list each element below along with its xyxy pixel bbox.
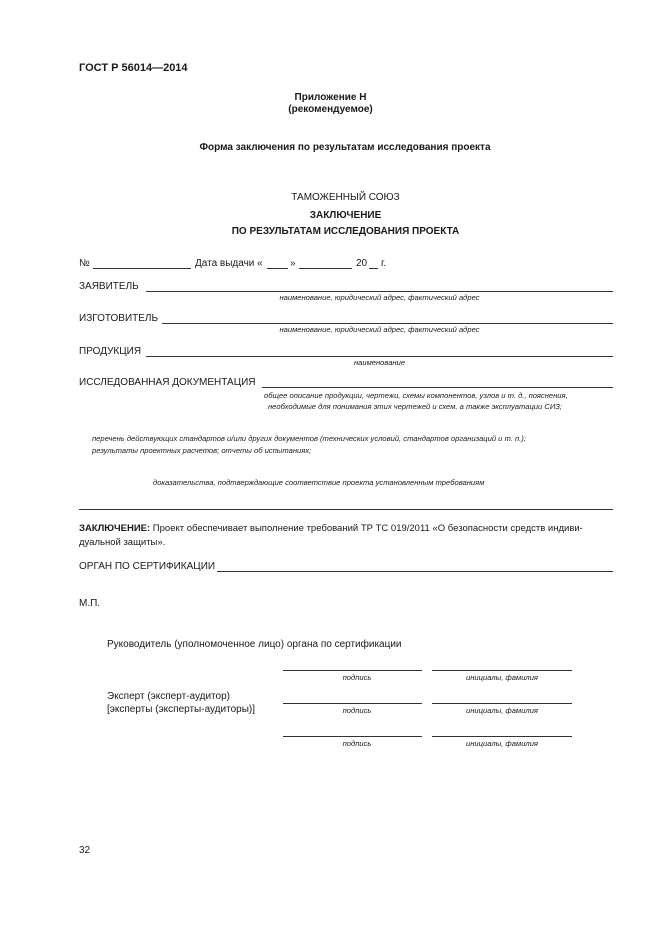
name-blank-3[interactable] (432, 736, 572, 737)
documentation-caption-1: общее описание продукции, чертежи, схемы компонентов, узлов и т. д., пояснения, (264, 391, 568, 400)
name-caption-3: инициалы, фамилия (466, 739, 538, 748)
name-caption-2: инициалы, фамилия (466, 706, 538, 715)
signature-blank-1[interactable] (283, 670, 422, 671)
signature-caption-3: подпись (342, 739, 372, 748)
applicant-blank[interactable] (146, 291, 613, 292)
year-blank[interactable] (369, 268, 378, 269)
certification-body-blank[interactable] (217, 571, 613, 572)
year-prefix: 20 (356, 258, 368, 269)
year-suffix: г. (381, 258, 387, 269)
form-title: Форма заключения по результатам исследования проекта (199, 142, 491, 153)
conclusion-heading-line2: ПО РЕЗУЛЬТАТАМ ИССЛЕДОВАНИЯ ПРОЕКТА (231, 226, 460, 237)
documentation-caption-4: результаты проектных расчетов; отчеты об испытаниях; (92, 446, 312, 455)
number-sign: № (79, 258, 90, 269)
manufacturer-label: ИЗГОТОВИТЕЛЬ (79, 313, 159, 324)
signature-caption-1: подпись (342, 673, 372, 682)
appendix-subtitle: (рекомендуемое) (288, 104, 373, 115)
applicant-label: ЗАЯВИТЕЛЬ (79, 281, 139, 292)
name-caption-1: инициалы, фамилия (466, 673, 538, 682)
conclusion-text-line2: дуальной защиты». (79, 537, 166, 548)
documentation-caption-2: необходимые для понимания этих чертежей и схем, а также эксплуатации СИЗ; (268, 402, 563, 411)
product-caption: наименование (353, 358, 406, 367)
conclusion-text-line1 (79, 523, 583, 534)
documentation-continuation-blank[interactable] (79, 509, 613, 510)
documentation-blank[interactable] (262, 387, 613, 388)
signature-blank-3[interactable] (283, 736, 422, 737)
expert-label-line1: Эксперт (эксперт-аудитор) (107, 691, 230, 702)
conclusion-heading-line1: ЗАКЛЮЧЕНИЕ (309, 210, 382, 221)
documentation-caption-5: доказательства, подтверждающие соответствие проекта установленным требованиям (153, 478, 485, 487)
appendix-title: Приложение Н (294, 92, 367, 103)
applicant-caption: наименование, юридический адрес, фактический адрес (279, 293, 480, 302)
name-blank-1[interactable] (432, 670, 572, 671)
page-number: 32 (79, 845, 91, 856)
expert-label-line2: [эксперты (эксперты-аудиторы)] (107, 704, 255, 715)
manufacturer-caption: наименование, юридический адрес, фактический адрес (279, 325, 480, 334)
product-label: ПРОДУКЦИЯ (79, 346, 142, 357)
standard-header: ГОСТ Р 56014—2014 (79, 62, 188, 74)
signature-blank-2[interactable] (283, 703, 422, 704)
date-label: Дата выдачи « (195, 258, 263, 269)
conclusion-text: Проект обеспечивает выполнение требований ТР ТС 019/2011 «О безопасности средств индиви- (150, 523, 583, 534)
product-blank[interactable] (146, 356, 613, 357)
manufacturer-blank[interactable] (162, 323, 613, 324)
union-label: ТАМОЖЕННЫЙ СОЮЗ (291, 192, 400, 203)
day-blank[interactable] (267, 268, 288, 269)
stamp-label: М.П. (79, 598, 101, 609)
number-blank[interactable] (93, 268, 191, 269)
date-quote-close: » (290, 258, 296, 269)
head-label: Руководитель (уполномоченное лицо) органа по сертификации (107, 639, 402, 650)
documentation-caption-3: перечень действующих стандартов и/или других документов (технических условий, стандартов организаций и т. п.); (92, 434, 526, 443)
conclusion-label: ЗАКЛЮЧЕНИЕ: (79, 523, 151, 534)
name-blank-2[interactable] (432, 703, 572, 704)
certification-body-label: ОРГАН ПО СЕРТИФИКАЦИИ (79, 561, 216, 572)
signature-caption-2: подпись (342, 706, 372, 715)
month-blank[interactable] (299, 268, 352, 269)
documentation-label: ИССЛЕДОВАННАЯ ДОКУМЕНТАЦИЯ (79, 377, 256, 388)
